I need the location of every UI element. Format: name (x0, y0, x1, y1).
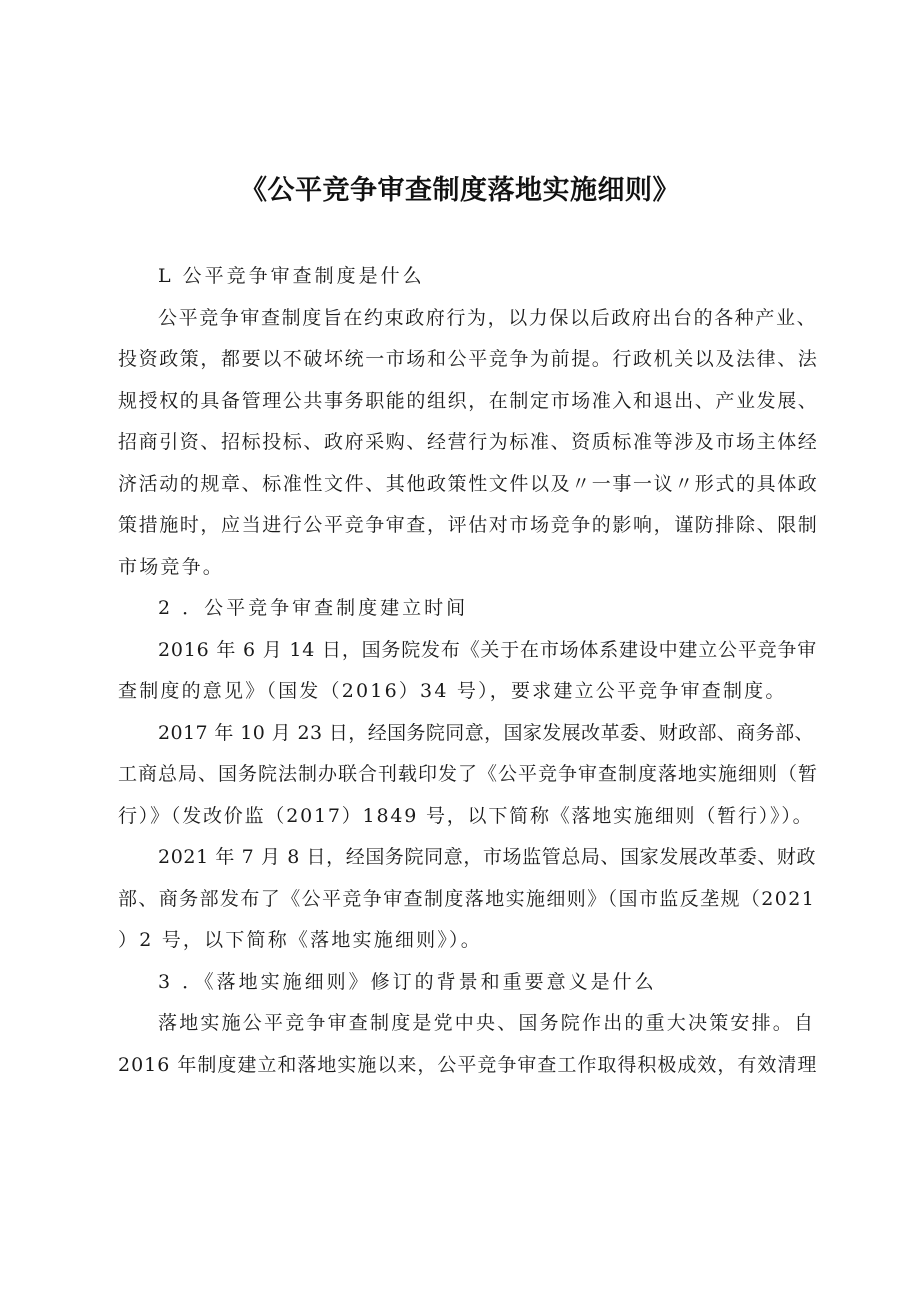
paragraph-line: 2017 年 10 月 23 日，经国务院同意，国家发展改革委、财政部、商务部、 (158, 721, 814, 744)
paragraph-line: 投资政策，都要以不破坏统一市场和公平竞争为前提。行政机关以及法律、法 (118, 348, 819, 370)
paragraph-line: 落地实施公平竞争审查制度是党中央、国务院作出的重大决策安排。自 (158, 1012, 816, 1034)
paragraph-line: 济活动的规章、标准性文件、其他政策性文件以及〃一事一议〃形式的具体政 (118, 472, 819, 495)
paragraph-line: 2021 年 7 月 8 日，经国务院同意，市场监管总局、国家发展改革委、财政 (158, 846, 817, 868)
paragraph-line: 策措施时，应当进行公平竞争审查，评估对市场竞争的影响，谨防排除、限制 (118, 514, 819, 536)
paragraph-line: 工商总局、国务院法制办联合刊载印发了《公平竞争审查制度落地实施细则（暂 (118, 763, 819, 785)
document-title: 《公平竞争审查制度落地实施细则》 (240, 175, 680, 206)
paragraph-line: 规授权的具备管理公共事务职能的组织，在制定市场准入和退出、产业发展、 (118, 389, 819, 412)
paragraph-line: 公平竞争审查制度旨在约束政府行为，以力保以后政府出台的各种产业、 (158, 306, 818, 329)
section-heading-3: 3 ．《落地实施细则》修订的背景和重要意义是什么 (158, 970, 657, 993)
paragraph-line: 2016 年制度建立和落地实施以来，公平竞争审查工作取得积极成效，有效清理 (118, 1053, 818, 1076)
paragraph-line: 部、商务部发布了《公平竞争审查制度落地实施细则》（国市监反垄规（2021 (118, 887, 816, 910)
document-body (118, 256, 818, 1086)
paragraph-line: ）2 号，以下简称《落地实施细则》）。 (118, 929, 482, 951)
paragraph-line: 查制度的意见》（国发（2016）34 号），要求建立公平竞争审查制度。 (118, 680, 787, 702)
paragraph-line: 2016 年 6 月 14 日，国务院发布《关于在市场体系建设中建立公平竞争审 (158, 638, 818, 661)
section-heading-1: L 公平竞争审查制度是什么 (158, 265, 425, 287)
paragraph-line: 招商引资、招标投标、政府采购、经营行为标准、资质标准等涉及市场主体经 (118, 431, 819, 453)
section-heading-2: 2 ．公平竞争审查制度建立时间 (158, 597, 469, 619)
paragraph-line: 市场竞争。 (118, 555, 225, 578)
paragraph-line: 行）》（发改价监（2017）1849 号，以下简称《落地实施细则（暂行）》）。 (118, 804, 814, 827)
